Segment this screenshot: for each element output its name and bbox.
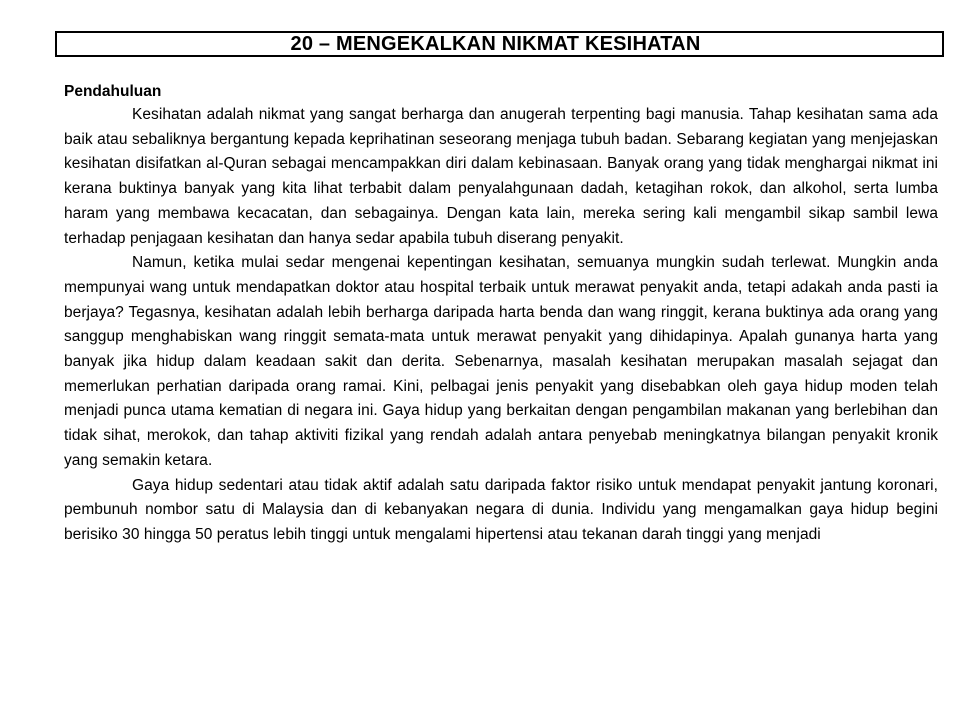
paragraph-1: Kesihatan adalah nikmat yang sangat berharga dan anugerah terpenting bagi manusia. Tahap kesihatan sama ada baik atau sebaliknya bergantung kepada keprihatinan seseorang menjaga tubuh badan. Sebarang kegiatan yang menjejaskan kesihatan disifatkan al-Quran sebagai mencampakkan diri dalam kebinasaan. Banyak orang yang tidak menghargai nikmat ini kerana buktinya banyak yang kita lihat terbabit dalam penyalahgunaan dadah, ketagihan rokok, dan alkohol, serta lumba haram yang membawa kecacatan, dan sebagainya. Dengan kata lain, mereka sering kali mengambil sikap sambil lewa terhadap penjagaan kesihatan dan hanya sedar apabila tubuh diserang penyakit. [64,106,938,247]
paragraph-2: Namun, ketika mulai sedar mengenai kepentingan kesihatan, semuanya mungkin sudah terlewat. Mungkin anda mempunyai wang untuk mendapatkan doktor atau hospital terbaik untuk merawat penyakit anda, tetapi adakah anda pasti ia berjaya? Tegasnya, kesihatan adalah lebih berharga daripada harta benda dan wang ringgit, kerana buktinya ada orang yang sanggup menghabiskan wang ringgit semata-mata untuk merawat penyakit yang dihidapinya. Apalah gunanya harta yang banyak jika hidup dalam keadaan sakit dan derita. Sebenarnya, masalah kesihatan merupakan masalah sejagat dan memerlukan perhatian daripada orang ramai. Kini, pelbagai jenis penyakit yang disebabkan oleh gaya hidup moden telah menjadi punca utama kematian di negara ini. Gaya hidup yang berkaitan dengan pengambilan makanan yang berlebihan dan tidak sihat, merokok, dan tahap aktiviti fizikal yang rendah adalah antara penyebab meningkatnya bilangan penyakit kronik yang semakin ketara. [64,254,938,469]
section-heading: Pendahuluan [64,83,162,100]
paragraph-3: Gaya hidup sedentari atau tidak aktif adalah satu daripada faktor risiko untuk mendapat penyakit jantung koronari, pembunuh nombor satu di Malaysia dan di kebanyakan negara di dunia. Individu yang mengamalkan gaya hidup begini berisiko 30 hingga 50 peratus lebih tinggi untuk mengalami hipertensi atau tekanan darah tinggi yang menjadi [64,476,938,543]
document-body [64,80,938,548]
document-title: 20 – MENGEKALKAN NIKMAT KESIHATAN [290,33,701,55]
title-box [55,31,944,57]
